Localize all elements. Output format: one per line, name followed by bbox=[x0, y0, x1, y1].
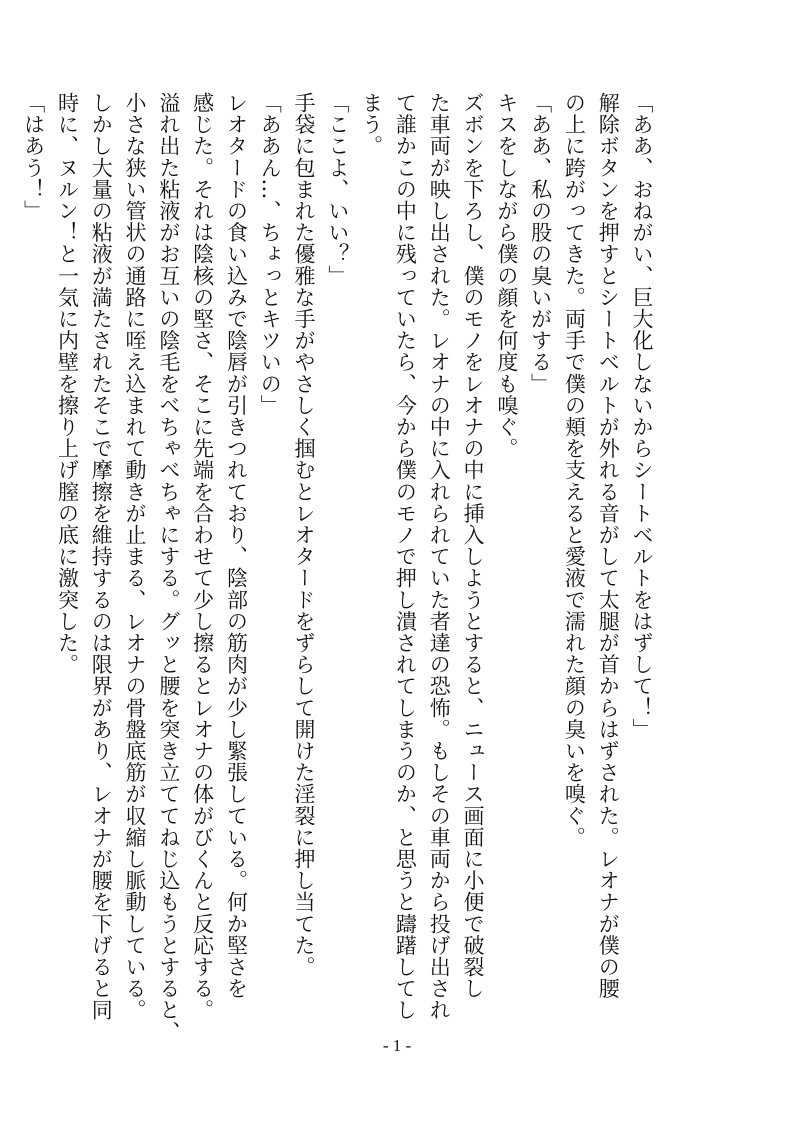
text-line: まう。 bbox=[359, 92, 384, 157]
text-line: 解除ボタンを押すとシートベルトが外れる音がして太腿が首からはずされた。レオナが僕の腰 bbox=[596, 92, 621, 1000]
text-line: 感じた。それは陰核の堅さ、そこに先端を合わせて少し擦るとレオナの体がびくんと反応する。 bbox=[190, 92, 215, 1021]
text-line: 「はあう！」 bbox=[21, 92, 46, 222]
text-line: 「ああ、おねがい、巨大化しないからシートベルトをはずして！」 bbox=[630, 92, 654, 740]
text-line: 溢れ出た粘液がお互いの陰毛をべちゃべちゃにする。グッと腰を突き立ててねじ込もうとすると、 bbox=[156, 92, 181, 1043]
text-line: 手袋に包まれた優雅な手がやさしく掴むとレオタードをずらして開けた淫裂に押し当てた。 bbox=[292, 92, 317, 978]
vertical-text-body bbox=[21, 92, 658, 1043]
text-line: ズボンを下ろし、僕のモノをレオナの中に挿入しようとすると、ニュース画面に小便で破裂し bbox=[461, 92, 486, 1000]
page-number: - 1 - bbox=[382, 1036, 412, 1055]
text-line: レオタードの食い込みで陰唇が引きつれており、陰部の筋肉が少し緊張している。何か堅さを bbox=[224, 92, 249, 1000]
text-line: しかし大量の粘液が満たされたそこで摩擦を維持するのは限界があり、レオナが腰を下げると同 bbox=[89, 92, 114, 1021]
text-line: の上に跨がってきた。両手で僕の頬を支えると愛液で濡れた顔の臭いを嗅ぐ。 bbox=[562, 92, 587, 848]
text-line: キスをしながら僕の顔を何度も嗅ぐ。 bbox=[494, 92, 519, 460]
text-line: て誰かこの中に残っていたら、今から僕のモノで押し潰されてしまうのか、と思うと躊躇してし bbox=[393, 92, 418, 1021]
text-line: 時に、ヌルン！と一気に内壁を擦り上げ膣の底に激突した。 bbox=[55, 92, 80, 676]
text-line: 「ああん…、ちょっとキツいの」 bbox=[258, 92, 283, 416]
text-line: 「ああ、私の股の臭いがする」 bbox=[528, 92, 553, 395]
text-line: た車両が映し出された。レオナの中に入れられていた者達の恐怖。もしその車両から投げ出され bbox=[427, 92, 452, 1021]
text-line: 小さな狭い管状の通路に咥え込まれて動きが止まる、レオナの骨盤底筋が収縮し脈動している。 bbox=[123, 92, 148, 1021]
text-line: 「ここよ、いい？」 bbox=[325, 92, 350, 287]
